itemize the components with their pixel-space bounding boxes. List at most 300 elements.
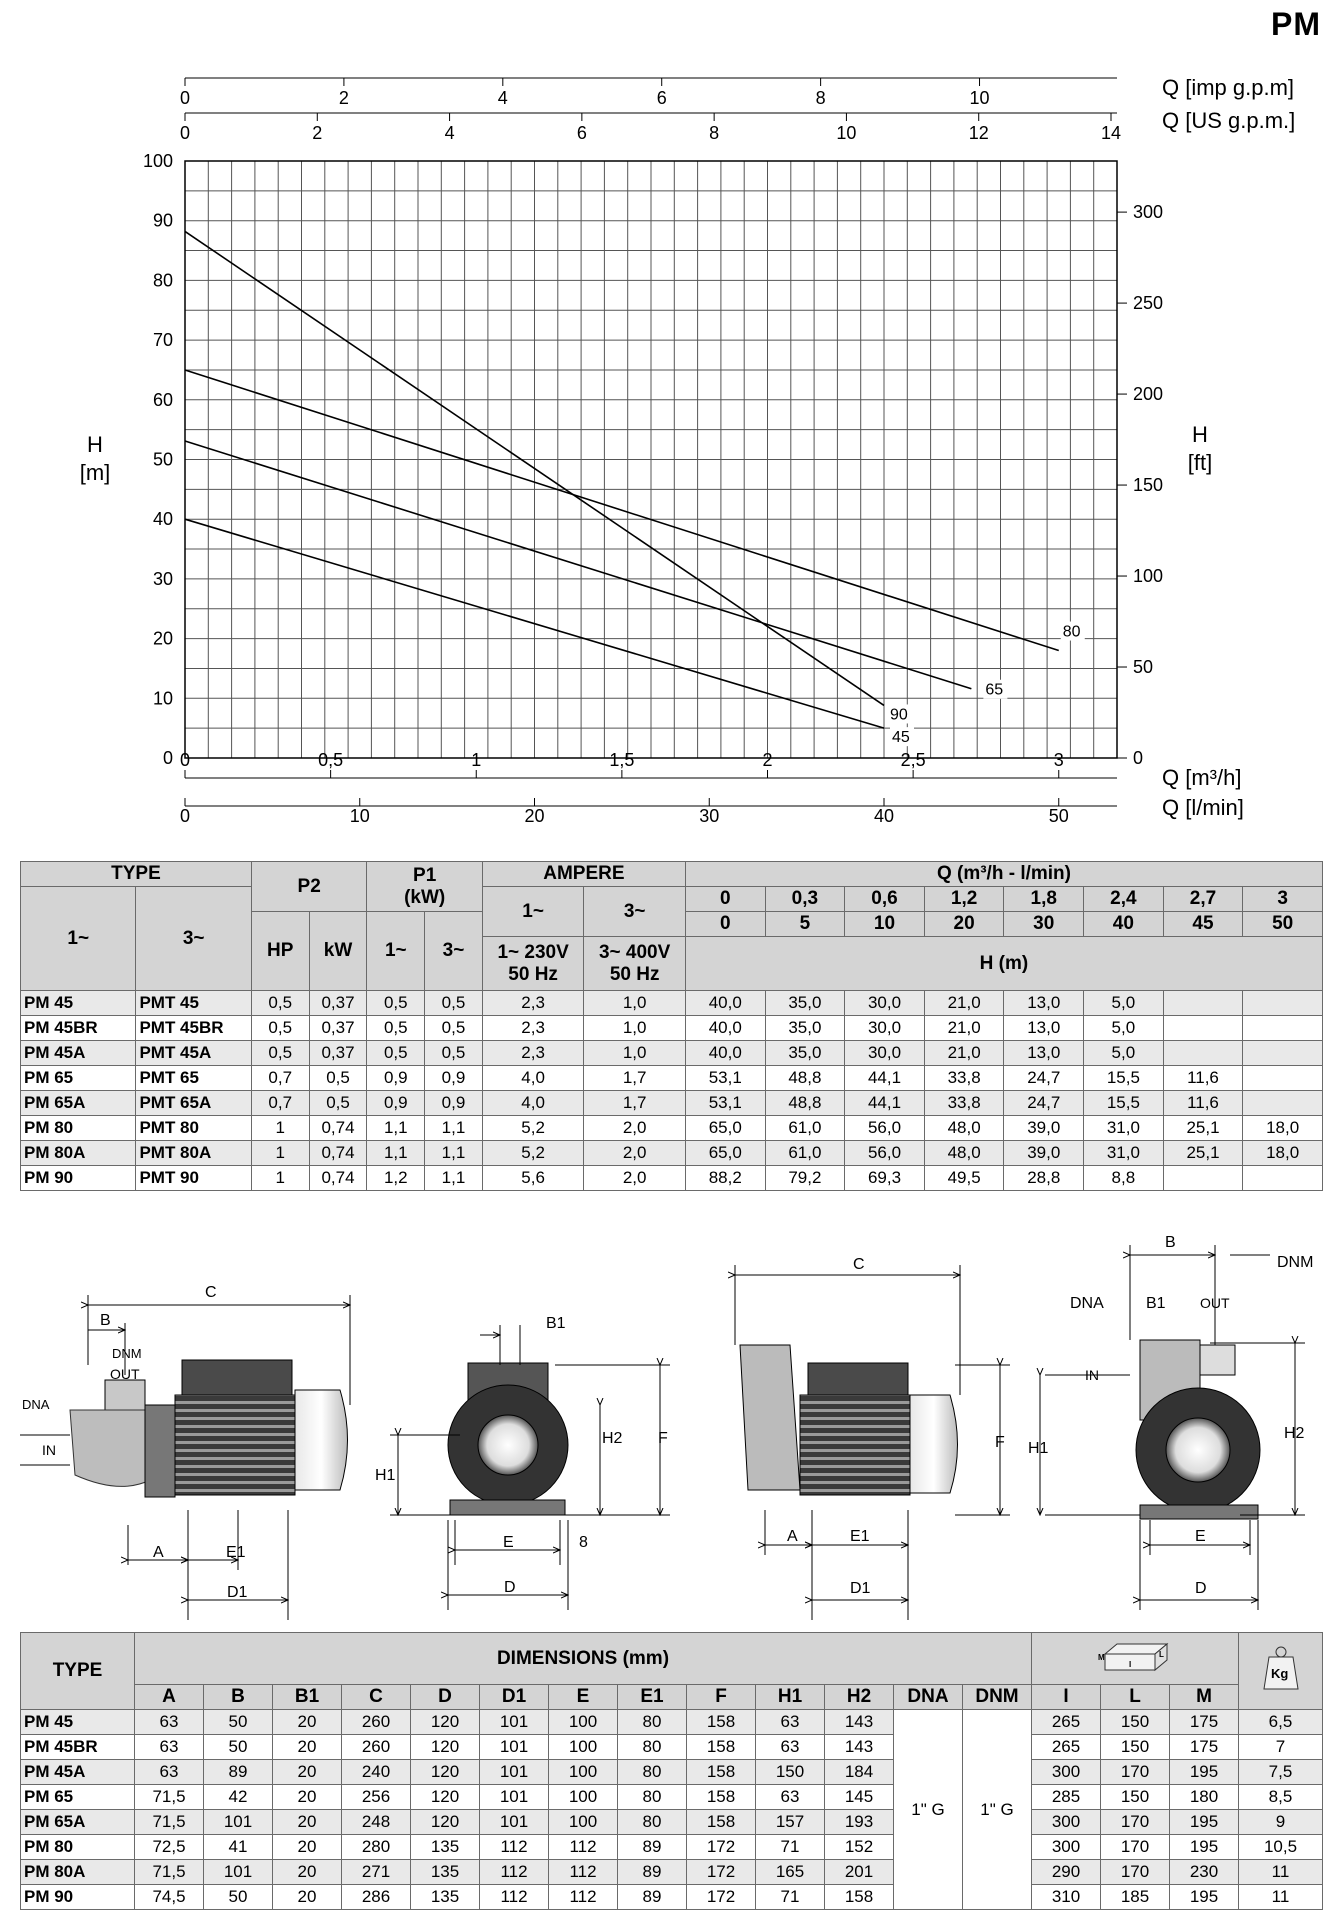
tick-label-m3h: 2 — [762, 750, 773, 770]
value-cell: 9 — [1239, 1810, 1323, 1835]
value-cell: 21,0 — [924, 1016, 1004, 1041]
value-cell: 40,0 — [685, 1041, 765, 1066]
header-p2: P2 — [251, 862, 367, 912]
value-cell: 195 — [1170, 1885, 1239, 1910]
dim-col-e: E — [549, 1685, 618, 1710]
tick-label-hft: 150 — [1133, 475, 1164, 496]
value-cell: 300 — [1032, 1810, 1101, 1835]
value-cell: 63 — [135, 1710, 204, 1735]
tick-label-us: 12 — [968, 123, 989, 143]
value-cell: 1,0 — [584, 1016, 686, 1041]
value-cell: 0,7 — [251, 1066, 309, 1091]
value-cell: 25,1 — [1163, 1116, 1243, 1141]
header-q: Q (m³/h - l/min) — [685, 862, 1322, 887]
value-cell: 61,0 — [765, 1141, 845, 1166]
value-cell: 13,0 — [1004, 1041, 1084, 1066]
value-cell: 80 — [618, 1785, 687, 1810]
dim-col-b1: B1 — [273, 1685, 342, 1710]
tick-label-m3h: 1 — [471, 750, 482, 770]
dim-dna-cell: 1" G — [894, 1710, 963, 1910]
value-cell: 49,5 — [924, 1166, 1004, 1191]
value-cell: 172 — [687, 1835, 756, 1860]
tick-label-us: 2 — [312, 123, 323, 143]
value-cell — [1163, 1041, 1243, 1066]
value-cell: 13,0 — [1004, 991, 1084, 1016]
label-in-2: IN — [1085, 1367, 1099, 1383]
value-cell: 71,5 — [135, 1810, 204, 1835]
value-cell: 185 — [1101, 1885, 1170, 1910]
tick-label-us: 0 — [179, 123, 191, 143]
value-cell: 0,5 — [251, 1041, 309, 1066]
tick-label-hm: 0 — [162, 748, 173, 768]
tick-label-imp: 10 — [969, 88, 990, 108]
value-cell: 265 — [1032, 1710, 1101, 1735]
value-cell: 300 — [1032, 1760, 1101, 1785]
value-cell: 5,0 — [1084, 1016, 1164, 1041]
value-cell: 80 — [618, 1710, 687, 1735]
q-m3h: 0 — [685, 887, 765, 912]
dim-c-2: C — [853, 1256, 865, 1273]
value-cell — [1243, 991, 1323, 1016]
value-cell: 11,6 — [1163, 1066, 1243, 1091]
value-cell: 63 — [756, 1710, 825, 1735]
weight-icon — [1261, 1645, 1301, 1691]
dim-row — [21, 1885, 1323, 1910]
weight-header — [1239, 1633, 1323, 1710]
q-m3h: 1,2 — [924, 887, 1004, 912]
value-cell: 100 — [549, 1810, 618, 1835]
dim-8: 8 — [579, 1534, 588, 1551]
tick-label-m3h: 3 — [1053, 750, 1064, 770]
header-1phase: 1~ — [21, 887, 136, 991]
value-cell: 1,7 — [584, 1066, 686, 1091]
value-cell: 30,0 — [845, 991, 925, 1016]
dim-b: B — [100, 1312, 111, 1329]
value-cell: 5,2 — [482, 1141, 584, 1166]
q-m3h: 1,8 — [1004, 887, 1084, 912]
value-cell: 21,0 — [924, 991, 1004, 1016]
value-cell: 101 — [480, 1785, 549, 1810]
ylabel-right-unit: [ft] — [1187, 450, 1213, 475]
value-cell: 31,0 — [1084, 1116, 1164, 1141]
value-cell: 39,0 — [1004, 1116, 1084, 1141]
value-cell: 2,3 — [482, 991, 584, 1016]
value-cell: 88,2 — [685, 1166, 765, 1191]
model-cell: PM 45A — [21, 1760, 135, 1785]
value-cell: 0,5 — [251, 1016, 309, 1041]
tick-label-hft: 100 — [1133, 566, 1164, 587]
dim-d: D — [504, 1579, 516, 1596]
value-cell: 120 — [411, 1785, 480, 1810]
value-cell: 6,5 — [1239, 1710, 1323, 1735]
tick-label-us: 4 — [444, 123, 455, 143]
dim-dna-2: DNA — [1070, 1295, 1104, 1312]
dim-b1: B1 — [546, 1315, 566, 1332]
value-cell: 0,37 — [309, 1016, 367, 1041]
tick-label-hm: 20 — [152, 628, 173, 649]
value-cell: 135 — [411, 1835, 480, 1860]
value-cell: 71,5 — [135, 1860, 204, 1885]
value-cell: 195 — [1170, 1835, 1239, 1860]
value-cell: 195 — [1170, 1760, 1239, 1785]
value-cell: 230 — [1170, 1860, 1239, 1885]
value-cell: 74,5 — [135, 1885, 204, 1910]
ylabel-left: H — [87, 432, 103, 457]
value-cell: 158 — [687, 1710, 756, 1735]
value-cell: 30,0 — [845, 1041, 925, 1066]
model-cell: PM 80 — [21, 1835, 135, 1860]
value-cell: 7,5 — [1239, 1760, 1323, 1785]
dim-col-h2: H2 — [825, 1685, 894, 1710]
value-cell: 20 — [273, 1835, 342, 1860]
q-lmin: 40 — [1084, 912, 1164, 937]
value-cell: 20 — [273, 1785, 342, 1810]
dim-e1: E1 — [226, 1544, 246, 1561]
value-cell: 101 — [480, 1810, 549, 1835]
value-cell: 80 — [618, 1760, 687, 1785]
value-cell: 1,0 — [584, 1041, 686, 1066]
chart-labels — [80, 75, 1296, 826]
value-cell: 50 — [204, 1710, 273, 1735]
drawing-side-view-2 — [735, 1265, 1010, 1620]
q-lmin: 0 — [685, 912, 765, 937]
model-cell: PM 45BR — [21, 1016, 136, 1041]
header-voltage-3: 3~ 400V 50 Hz — [584, 937, 686, 991]
tick-label-hm: 90 — [152, 210, 173, 231]
model-cell: PM 45 — [21, 991, 136, 1016]
dim-col-e1: E1 — [618, 1685, 687, 1710]
dim-col-f: F — [687, 1685, 756, 1710]
header-p1-3: 3~ — [425, 912, 483, 991]
value-cell: 286 — [342, 1885, 411, 1910]
dim-col-d: D — [411, 1685, 480, 1710]
value-cell: 310 — [1032, 1885, 1101, 1910]
value-cell: 42 — [204, 1785, 273, 1810]
perf-row — [21, 1041, 1323, 1066]
value-cell: 265 — [1032, 1735, 1101, 1760]
header-kw: kW — [309, 912, 367, 991]
value-cell: 69,3 — [845, 1166, 925, 1191]
value-cell: 0,9 — [367, 1091, 425, 1116]
packaging-header — [1032, 1633, 1239, 1685]
tick-label-imp: 2 — [338, 88, 349, 108]
dim-dnm-cell: 1" G — [963, 1710, 1032, 1910]
dim-e: E — [503, 1534, 514, 1551]
dim-b1-2: B1 — [1146, 1295, 1166, 1312]
dim-col-l: L — [1101, 1685, 1170, 1710]
value-cell: 101 — [480, 1735, 549, 1760]
value-cell: 65,0 — [685, 1141, 765, 1166]
dim-d1: D1 — [227, 1584, 248, 1601]
perf-row — [21, 1141, 1323, 1166]
value-cell: 11 — [1239, 1860, 1323, 1885]
value-cell: 25,1 — [1163, 1141, 1243, 1166]
value-cell: 0,5 — [309, 1066, 367, 1091]
value-cell: 44,1 — [845, 1066, 925, 1091]
value-cell: 201 — [825, 1860, 894, 1885]
svg-text:L: L — [1159, 1649, 1164, 1659]
value-cell: 79,2 — [765, 1166, 845, 1191]
tick-label-hm: 50 — [152, 449, 173, 470]
tick-label-hm: 70 — [152, 330, 173, 351]
value-cell: 101 — [204, 1860, 273, 1885]
tick-label-m3h: 0 — [179, 750, 191, 770]
value-cell: 24,7 — [1004, 1066, 1084, 1091]
header-hp: HP — [251, 912, 309, 991]
tick-label-m3h: 0,5 — [318, 750, 344, 770]
label-in: IN — [42, 1442, 56, 1458]
model-cell: PMT 90 — [136, 1166, 251, 1191]
dim-row — [21, 1860, 1323, 1885]
header-3phase: 3~ — [136, 887, 251, 991]
value-cell: 157 — [756, 1810, 825, 1835]
tick-label-hft: 300 — [1133, 202, 1164, 223]
curve-label-90: 90 — [890, 706, 908, 724]
model-cell: PMT 45 — [136, 991, 251, 1016]
perf-row — [21, 1091, 1323, 1116]
value-cell: 101 — [480, 1760, 549, 1785]
value-cell: 143 — [825, 1710, 894, 1735]
svg-text:Kg: Kg — [1270, 1666, 1288, 1681]
q-m3h: 3 — [1243, 887, 1323, 912]
value-cell: 195 — [1170, 1810, 1239, 1835]
value-cell — [1243, 1041, 1323, 1066]
tick-label-imp: 6 — [656, 88, 667, 108]
perf-row — [21, 1016, 1323, 1041]
q-lmin: 20 — [924, 912, 1004, 937]
ylabel-right: H — [1192, 422, 1208, 447]
value-cell: 1 — [251, 1116, 309, 1141]
value-cell: 0,74 — [309, 1116, 367, 1141]
tick-label-m3h: 1,5 — [609, 750, 635, 770]
value-cell: 44,1 — [845, 1091, 925, 1116]
tick-label-imp: 8 — [815, 88, 826, 108]
value-cell: 2,3 — [482, 1016, 584, 1041]
value-cell: 143 — [825, 1735, 894, 1760]
tick-label-hm: 40 — [152, 509, 173, 530]
dim-col-d1: D1 — [480, 1685, 549, 1710]
tick-label-us: 10 — [836, 123, 857, 143]
motor-fins — [175, 1395, 295, 1495]
value-cell: 18,0 — [1243, 1141, 1323, 1166]
svg-text:M: M — [1098, 1652, 1105, 1662]
dim-col-b: B — [204, 1685, 273, 1710]
q-m3h: 2,4 — [1084, 887, 1164, 912]
dim-h1: H1 — [375, 1467, 396, 1484]
model-cell: PM 65 — [21, 1066, 136, 1091]
q-lmin: 5 — [765, 912, 845, 937]
value-cell: 100 — [549, 1710, 618, 1735]
value-cell: 89 — [204, 1760, 273, 1785]
value-cell: 0,7 — [251, 1091, 309, 1116]
tick-label-us: 8 — [709, 123, 720, 143]
q-lmin: 30 — [1004, 912, 1084, 937]
value-cell: 2,0 — [584, 1141, 686, 1166]
header-amp-1: 1~ — [482, 887, 584, 937]
value-cell: 56,0 — [845, 1116, 925, 1141]
value-cell: 135 — [411, 1885, 480, 1910]
value-cell: 260 — [342, 1735, 411, 1760]
value-cell — [1163, 991, 1243, 1016]
value-cell: 71 — [756, 1835, 825, 1860]
value-cell: 101 — [204, 1810, 273, 1835]
value-cell: 0,9 — [367, 1066, 425, 1091]
value-cell — [1163, 1016, 1243, 1041]
value-cell: 31,0 — [1084, 1141, 1164, 1166]
value-cell: 15,5 — [1084, 1091, 1164, 1116]
value-cell: 172 — [687, 1885, 756, 1910]
dim-dnm-2: DNM — [1277, 1254, 1314, 1271]
value-cell: 165 — [756, 1860, 825, 1885]
brand-title: PM — [1271, 6, 1321, 42]
model-cell: PM 80 — [21, 1116, 136, 1141]
dim-col-dnm: DNM — [963, 1685, 1032, 1710]
value-cell: 8,8 — [1084, 1166, 1164, 1191]
value-cell: 112 — [549, 1835, 618, 1860]
value-cell: 5,2 — [482, 1116, 584, 1141]
value-cell: 0,5 — [425, 1016, 483, 1041]
value-cell: 170 — [1101, 1810, 1170, 1835]
model-cell: PMT 80 — [136, 1116, 251, 1141]
tick-label-us: 14 — [1100, 123, 1122, 143]
value-cell: 120 — [411, 1810, 480, 1835]
value-cell: 20 — [273, 1885, 342, 1910]
dim-dnm: DNM — [112, 1346, 142, 1361]
value-cell: 1,2 — [367, 1166, 425, 1191]
value-cell: 65,0 — [685, 1116, 765, 1141]
curve-label-80: 80 — [1062, 623, 1081, 641]
tick-label-hm: 10 — [152, 688, 173, 709]
value-cell: 290 — [1032, 1860, 1101, 1885]
q-m3h: 0,3 — [765, 887, 845, 912]
value-cell: 248 — [342, 1810, 411, 1835]
tick-label-hft: 200 — [1133, 384, 1164, 405]
value-cell: 158 — [687, 1785, 756, 1810]
value-cell: 112 — [480, 1860, 549, 1885]
value-cell: 170 — [1101, 1835, 1170, 1860]
value-cell: 89 — [618, 1885, 687, 1910]
value-cell: 271 — [342, 1860, 411, 1885]
value-cell — [1243, 1066, 1323, 1091]
value-cell — [1163, 1166, 1243, 1191]
tick-label-imp: 4 — [497, 88, 508, 108]
value-cell: 80 — [618, 1810, 687, 1835]
dim-e1-2: E1 — [850, 1528, 870, 1545]
model-cell: PMT 80A — [136, 1141, 251, 1166]
model-cell: PM 45BR — [21, 1735, 135, 1760]
model-cell: PM 80A — [21, 1141, 136, 1166]
value-cell: 71 — [756, 1885, 825, 1910]
value-cell: 1 — [251, 1166, 309, 1191]
model-cell: PM 65A — [21, 1810, 135, 1835]
value-cell: 63 — [756, 1735, 825, 1760]
tick-label-lmin: 0 — [179, 806, 191, 826]
pump-flange — [145, 1405, 175, 1497]
value-cell: 24,7 — [1004, 1091, 1084, 1116]
value-cell: 180 — [1170, 1785, 1239, 1810]
value-cell: 61,0 — [765, 1116, 845, 1141]
value-cell: 300 — [1032, 1835, 1101, 1860]
dim-col-i: I — [1032, 1685, 1101, 1710]
dim-row — [21, 1710, 1323, 1735]
value-cell: 89 — [618, 1860, 687, 1885]
value-cell: 1 — [251, 1141, 309, 1166]
xlabel-lmin: Q [l/min] — [1162, 795, 1244, 820]
dim-header-type: TYPE — [21, 1633, 135, 1710]
value-cell: 33,8 — [924, 1066, 1004, 1091]
value-cell: 158 — [687, 1735, 756, 1760]
curve-label-45: 45 — [892, 729, 910, 747]
value-cell: 0,5 — [251, 991, 309, 1016]
dim-f-2: F — [995, 1434, 1005, 1451]
value-cell: 1,1 — [367, 1141, 425, 1166]
value-cell: 10,5 — [1239, 1835, 1323, 1860]
curve-65 — [185, 441, 971, 689]
dim-c: C — [205, 1284, 217, 1301]
dim-d1-2: D1 — [850, 1580, 871, 1597]
value-cell: 120 — [411, 1735, 480, 1760]
perf-row — [21, 1116, 1323, 1141]
value-cell: 30,0 — [845, 1016, 925, 1041]
chart-curves — [185, 231, 1059, 728]
value-cell: 120 — [411, 1710, 480, 1735]
dim-col-m: M — [1170, 1685, 1239, 1710]
perf-row — [21, 1066, 1323, 1091]
value-cell: 0,37 — [309, 991, 367, 1016]
label-out: OUT — [110, 1366, 140, 1382]
model-cell: PM 90 — [21, 1166, 136, 1191]
dim-header-dimensions: DIMENSIONS (mm) — [135, 1633, 1032, 1685]
tick-label-lmin: 10 — [349, 806, 370, 826]
outlet-port — [105, 1380, 145, 1410]
header-voltage-1: 1~ 230V 50 Hz — [482, 937, 584, 991]
value-cell: 170 — [1101, 1860, 1170, 1885]
motor-cap — [295, 1390, 348, 1490]
value-cell: 0,5 — [367, 1016, 425, 1041]
value-cell: 40,0 — [685, 1016, 765, 1041]
value-cell: 0,5 — [425, 991, 483, 1016]
model-cell: PM 65 — [21, 1785, 135, 1810]
value-cell: 175 — [1170, 1710, 1239, 1735]
value-cell: 63 — [756, 1785, 825, 1810]
model-cell: PMT 45BR — [136, 1016, 251, 1041]
value-cell: 35,0 — [765, 1041, 845, 1066]
value-cell: 18,0 — [1243, 1116, 1323, 1141]
value-cell: 35,0 — [765, 1016, 845, 1041]
value-cell: 1,7 — [584, 1091, 686, 1116]
tick-label-lmin: 30 — [699, 806, 720, 826]
value-cell: 170 — [1101, 1760, 1170, 1785]
value-cell: 0,5 — [309, 1091, 367, 1116]
pump-head — [70, 1410, 150, 1486]
dim-a: A — [153, 1544, 164, 1561]
xlabel-imp: Q [imp g.p.m] — [1162, 75, 1295, 100]
value-cell: 72,5 — [135, 1835, 204, 1860]
dim-e-2: E — [1195, 1528, 1206, 1545]
value-cell: 120 — [411, 1760, 480, 1785]
value-cell: 5,6 — [482, 1166, 584, 1191]
value-cell: 0,37 — [309, 1041, 367, 1066]
value-cell: 100 — [549, 1785, 618, 1810]
curve-label-65: 65 — [985, 681, 1004, 699]
value-cell: 1,1 — [425, 1166, 483, 1191]
ylabel-left-unit: [m] — [79, 460, 111, 485]
model-cell: PM 45 — [21, 1710, 135, 1735]
value-cell: 1,1 — [425, 1116, 483, 1141]
model-cell: PM 65A — [21, 1091, 136, 1116]
value-cell: 89 — [618, 1835, 687, 1860]
value-cell: 20 — [273, 1860, 342, 1885]
